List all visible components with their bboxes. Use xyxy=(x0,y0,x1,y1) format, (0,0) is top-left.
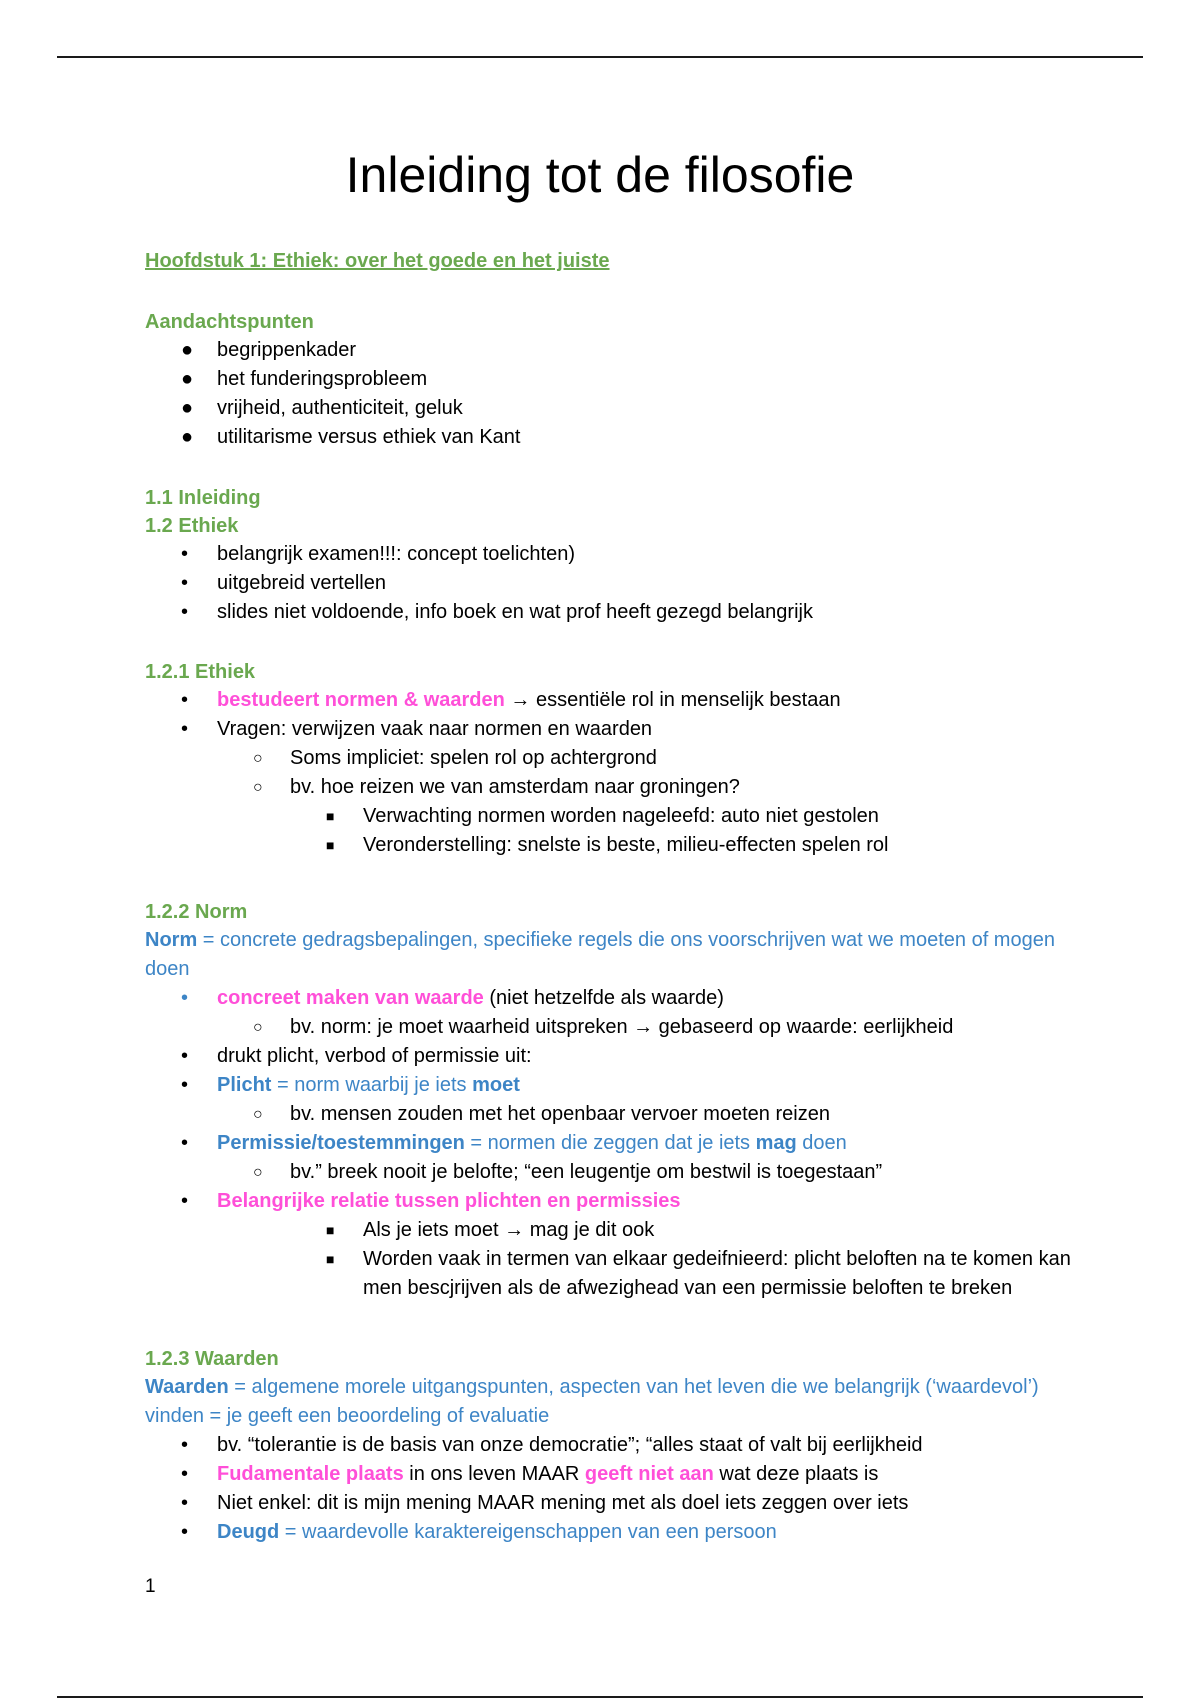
list-item: ■ Veronderstelling: snelste is beste, milieu-effecten spelen rol xyxy=(145,831,1075,860)
section-heading-1-2-1: 1.2.1 Ethiek xyxy=(145,661,256,683)
list-item: ○ bv.” breek nooit je belofte; “een leugentje om bestwil is toegestaan” xyxy=(145,1158,1075,1187)
list-item: ● vrijheid, authenticiteit, geluk xyxy=(145,394,1075,423)
bullet-icon: ● xyxy=(181,339,194,361)
bullet-icon: • xyxy=(181,1190,189,1212)
list-item: ■ Als je iets moet → mag je dit ook xyxy=(145,1216,1075,1245)
aandachtspunten-list xyxy=(145,336,1075,452)
circle-bullet-icon: ○ xyxy=(253,1164,263,1181)
list-item: • Deugd = waardevolle karaktereigenschappen van een persoon xyxy=(145,1518,1075,1547)
bullet-icon: • xyxy=(181,1492,189,1514)
bullet-icon: • xyxy=(181,1463,189,1485)
square-bullet-icon: ■ xyxy=(326,1222,335,1238)
norm-definition: Norm = concrete gedragsbepalingen, specifieke regels die ons voorschrijven wat we moeten of mogen doen xyxy=(145,929,1055,980)
bullet-icon: ● xyxy=(181,368,194,390)
section-heading-1-1: 1.1 Inleiding xyxy=(145,487,261,509)
list-item: • Fudamentale plaats in ons leven MAAR geeft niet aan wat deze plaats is xyxy=(145,1460,1075,1489)
list-item: ● utilitarisme versus ethiek van Kant xyxy=(145,423,1075,452)
section-1-2 xyxy=(145,484,1075,627)
square-bullet-icon: ■ xyxy=(326,1251,335,1267)
list-item: ○ bv. mensen zouden met het openbaar vervoer moeten reizen xyxy=(145,1100,1075,1129)
circle-bullet-icon: ○ xyxy=(253,750,263,767)
bullet-icon: ● xyxy=(181,426,194,448)
bullet-icon: • xyxy=(181,543,189,565)
list-item: • uitgebreid vertellen xyxy=(145,569,1075,598)
section-1-2-2 xyxy=(145,898,1075,1303)
bullet-icon: • xyxy=(181,601,189,623)
bullet-icon: • xyxy=(181,718,189,740)
aandachtspunten-section xyxy=(145,308,1075,452)
circle-bullet-icon: ○ xyxy=(253,1106,263,1123)
bullet-icon: • xyxy=(181,1521,189,1543)
bullet-icon: • xyxy=(181,1434,189,1456)
bullet-icon: • xyxy=(181,1132,189,1154)
aandachtspunten-heading: Aandachtspunten xyxy=(145,311,314,333)
list-item: • drukt plicht, verbod of permissie uit: xyxy=(145,1042,1075,1071)
bullet-icon: • xyxy=(181,987,189,1009)
section-1-2-list xyxy=(145,540,1075,627)
bullet-icon: • xyxy=(181,572,189,594)
circle-bullet-icon: ○ xyxy=(253,779,263,796)
list-item: • Plicht = norm waarbij je iets moet xyxy=(145,1071,1075,1100)
list-item: • bv. “tolerantie is de basis van onze democratie”; “alles staat of valt bij eerlijkheid xyxy=(145,1431,1075,1460)
section-1-2-3-list xyxy=(145,1431,1075,1547)
bullet-icon: • xyxy=(181,1074,189,1096)
section-1-2-1-list xyxy=(145,686,1075,860)
section-1-2-1 xyxy=(145,658,1075,860)
list-item: ○ Soms impliciet: spelen rol op achtergrond xyxy=(145,744,1075,773)
document-title: Inleiding tot de filosofie xyxy=(345,147,855,203)
list-item: ● begrippenkader xyxy=(145,336,1075,365)
list-item: ■ Verwachting normen worden nageleefd: auto niet gestolen xyxy=(145,802,1075,831)
top-rule xyxy=(57,56,1143,58)
list-item: • bestudeert normen & waarden → essentiële rol in menselijk bestaan xyxy=(145,686,1075,715)
chapter-heading: Hoofdstuk 1: Ethiek: over het goede en het juiste xyxy=(145,250,610,272)
list-item: ○ bv. norm: je moet waarheid uitspreken → gebaseerd op waarde: eerlijkheid xyxy=(145,1013,1075,1042)
list-item: • Vragen: verwijzen vaak naar normen en waarden xyxy=(145,715,1075,744)
page-number: 1 xyxy=(145,1576,156,1597)
list-item: • belangrijk examen!!!: concept toelichten) xyxy=(145,540,1075,569)
section-1-2-3 xyxy=(145,1345,1075,1547)
section-heading-1-2-2: 1.2.2 Norm xyxy=(145,901,248,923)
circle-bullet-icon: ○ xyxy=(253,1019,263,1036)
bottom-rule xyxy=(57,1696,1143,1698)
list-item: • slides niet voldoende, info boek en wat prof heeft gezegd belangrijk xyxy=(145,598,1075,627)
list-item: ■ Worden vaak in termen van elkaar gedeifnieerd: plicht beloften na te komen kan men bescjrijven als de afwezighead van een permissie beloften te breken xyxy=(145,1245,1075,1303)
section-heading-1-2-3: 1.2.3 Waarden xyxy=(145,1348,279,1370)
list-item: ● het funderingsprobleem xyxy=(145,365,1075,394)
list-item: • concreet maken van waarde (niet hetzelfde als waarde) xyxy=(145,984,1075,1013)
waarden-definition: Waarden = algemene morele uitgangspunten, aspecten van het leven die we belangrijk (‘waardevol’) vinden = je geeft een beoordeling of evaluatie xyxy=(145,1376,1039,1427)
list-item: ○ bv. hoe reizen we van amsterdam naar groningen? xyxy=(145,773,1075,802)
square-bullet-icon: ■ xyxy=(326,837,335,853)
bullet-icon: • xyxy=(181,689,189,711)
list-item: • Belangrijke relatie tussen plichten en permissies xyxy=(145,1187,1075,1216)
list-item: • Niet enkel: dit is mijn mening MAAR mening met als doel iets zeggen over iets xyxy=(145,1489,1075,1518)
bullet-icon: ● xyxy=(181,397,194,419)
list-item: • Permissie/toestemmingen = normen die zeggen dat je iets mag doen xyxy=(145,1129,1075,1158)
bullet-icon: • xyxy=(181,1045,189,1067)
section-heading-1-2: 1.2 Ethiek xyxy=(145,515,239,537)
section-1-2-2-list xyxy=(145,984,1075,1303)
square-bullet-icon: ■ xyxy=(326,808,335,824)
